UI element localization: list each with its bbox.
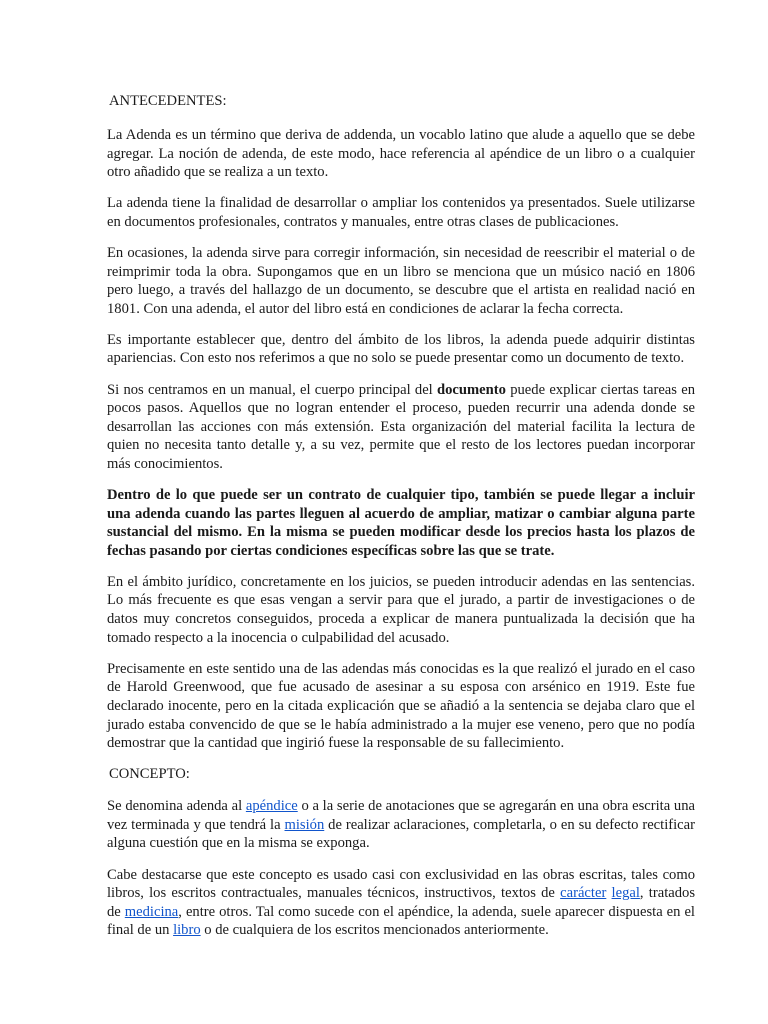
paragraph-10 xyxy=(107,866,695,940)
paragraph-6-bold: Dentro de lo que puede ser un contrato de cualquier tipo, también se puede llegar a incluir una adenda cuando las partes lleguen al acuerdo de ampliar, matizar o cambiar alguna parte sustancial del mismo. En la misma se pueden modificar desde los precios hasta los plazos de fechas pasando por ciertas condiciones específicas sobre las que se trate. xyxy=(107,487,695,559)
paragraph-5 xyxy=(107,381,695,474)
paragraph-3: En ocasiones, la adenda sirve para corregir información, sin necesidad de reescribir el material o de reimprimir toda la obra. Supongamos que en un libro se menciona que un músico nació en 1806 pero luego, a través del hallazgo de un documento, se descubre que el artista en realidad nació en 1801. Con una adenda, el autor del libro está en condiciones de aclarar la fecha correcta. xyxy=(107,244,695,317)
paragraph-9-text-b: o a la serie de anotaciones que se agregarán en una obra escrita una vez terminada y que tendrá la xyxy=(107,798,695,833)
paragraph-1: La Adenda es un término que deriva de addenda, un vocablo latino que alude a aquello que se debe agregar. La noción de adenda, de este modo, hace referencia al apéndice de un libro o a cualquier otro añadido que se realiza a un texto. xyxy=(107,127,695,181)
paragraph-8: Precisamente en este sentido una de las adendas más conocidas es la que realizó el jurado en el caso de Harold Greenwood, que fue acusado de asesinar a su esposa con arsénico en 1919. Este fue declarado inocente, pero en la citada explicación que se añadió a la sentencia se dejaba claro que el jurado estaba convencido de que se le había administrado a la mujer ese veneno, pero que no podía demostrar que la cantidad que ingirió fuese la responsable de su fallecimiento. xyxy=(107,660,695,752)
link-apendice[interactable]: apéndice xyxy=(245,798,298,815)
link-mision[interactable]: misión xyxy=(284,816,325,833)
paragraph-2: La adenda tiene la finalidad de desarrollar o ampliar los contenidos ya presentados. Suele utilizarse en documentos profesionales, contratos y manuales, entre otras clases de publicaciones. xyxy=(107,195,695,230)
paragraph-7: En el ámbito jurídico, concretamente en los juicios, se pueden introducir adendas en las sentencias. Lo más frecuente es que esas vengan a servir para que el jurado, a partir de investigaciones o de datos muy concretos conseguidos, proceda a explicar de manera puntualizada la decisión que ha tomado respecto a la inocencia o culpabilidad del acusado. xyxy=(107,573,695,646)
paragraph-10-text-c: , entre otros. Tal como sucede con el apéndice, la adenda, suele aparecer dispuesta en el final de un xyxy=(107,903,695,939)
paragraph-5-text-b: puede explicar ciertas tareas en pocos pasos. Aquellos que no logran entender el proceso, pueden recurrir una adenda donde se desarrollan las acciones con más extensión. Esta organización del material facilita la lectura de quien no necesita tanto detalle y, a su vez, permite que el resto de los lectores puedan incorporar más conocimientos. xyxy=(107,381,695,472)
paragraph-4: Es importante establecer que, dentro del ámbito de los libros, la adenda puede adquirir distintas apariencias. Con esto nos referimos a que no solo se puede presentar como un documento de texto. xyxy=(107,331,695,367)
paragraph-10-text-a: Cabe destacarse que este concepto es usado casi con exclusividad en las obras escritas, tales como libros, los escritos contractuales, manuales técnicos, instructivos, textos de xyxy=(107,866,695,902)
link-medicina[interactable]: medicina xyxy=(124,903,179,920)
heading-concepto: CONCEPTO: xyxy=(109,766,190,783)
paragraph-10-text-b: , tratados de xyxy=(107,885,695,920)
heading-antecedentes: ANTECEDENTES: xyxy=(109,93,227,109)
paragraph-5-bold-term: documento xyxy=(437,381,506,398)
paragraph-10-text-d: o de cualquiera de los escritos mencionados anteriormente. xyxy=(200,922,549,939)
paragraph-9-text-c: de realizar aclaraciones, completarla, o en su defecto rectificar alguna cuestión que en la misma se exponga. xyxy=(107,816,695,852)
link-legal[interactable]: legal xyxy=(611,885,640,902)
paragraph-9-text-a: Se denomina adenda al xyxy=(107,798,246,815)
link-libro[interactable]: libro xyxy=(173,922,201,939)
link-caracter[interactable]: carácter xyxy=(560,885,607,902)
paragraph-5-text-a: Si nos centramos en un manual, el cuerpo principal del xyxy=(107,381,438,398)
paragraph-9 xyxy=(107,797,695,853)
